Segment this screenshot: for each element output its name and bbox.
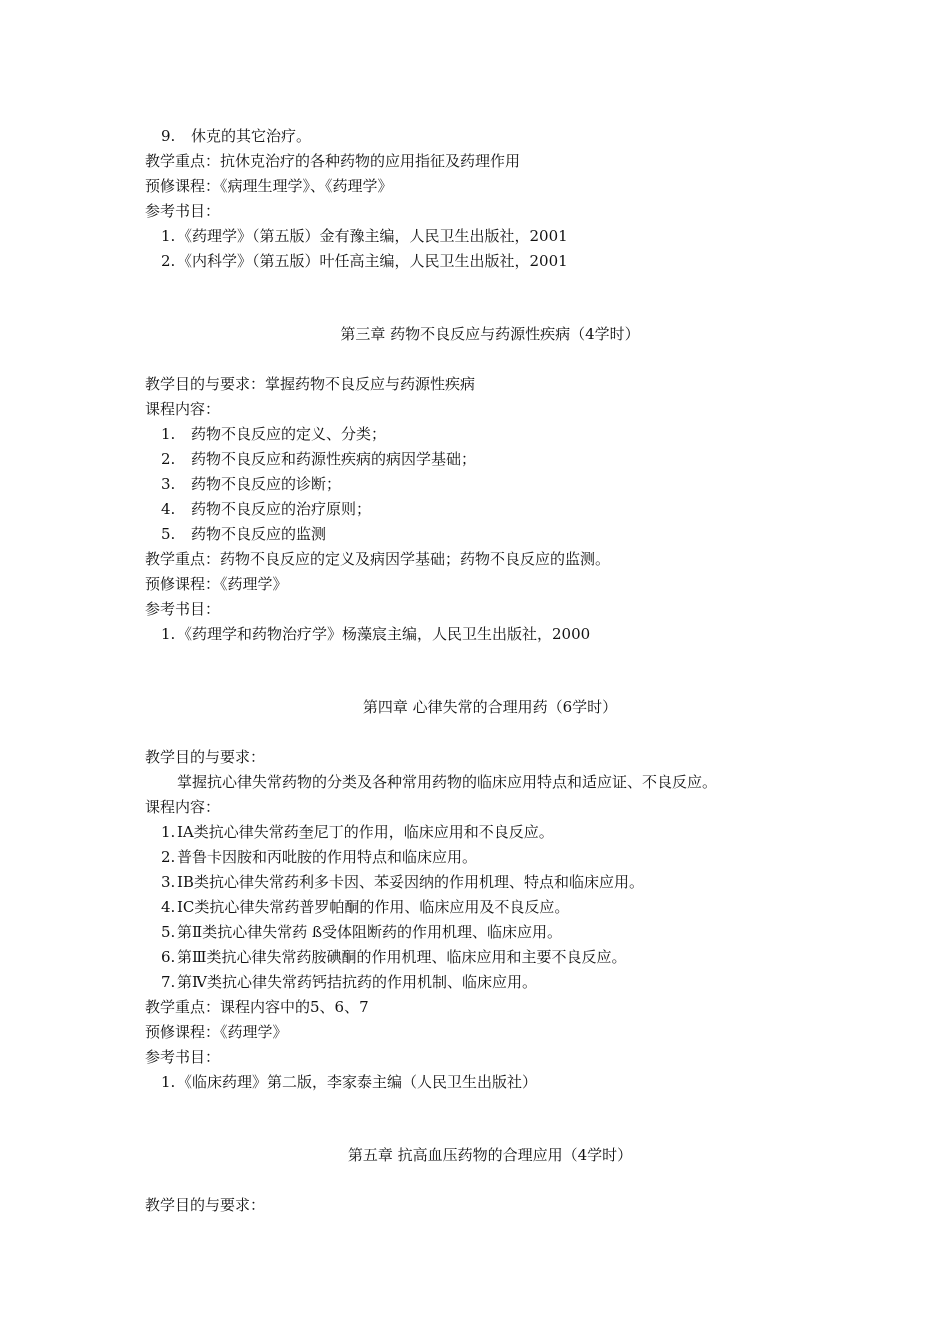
list-text: 《临床药理》第二版，李家泰主编（人民卫生出版社）	[177, 1073, 538, 1091]
list-number: 3.	[161, 475, 176, 493]
list-number: 1.	[161, 625, 176, 643]
list-text: 药物不良反应和药源性疾病的病因学基础；	[191, 450, 477, 468]
teaching-goal-label: 教学目的与要求：	[145, 1196, 266, 1214]
prerequisite-courses: 预修课程：《药理学》	[145, 1023, 288, 1041]
reference-item	[145, 622, 835, 647]
list-item	[145, 497, 835, 522]
reference-item	[145, 249, 835, 274]
list-number: 9.	[161, 127, 176, 145]
chapter-title: 第四章 心律失常的合理用药（6学时）	[362, 698, 618, 716]
list-item	[145, 970, 835, 995]
spacer	[145, 720, 835, 745]
spacer	[145, 274, 835, 322]
list-text: 休克的其它治疗。	[191, 127, 312, 145]
teaching-goal-text: 掌握抗心律失常药物的分类及各种常用药物的临床应用特点和适应证、不良反应。	[177, 773, 718, 791]
list-text: IB类抗心律失常药利多卡因、苯妥因纳的作用机理、特点和临床应用。	[177, 873, 644, 891]
teaching-focus: 教学重点：课程内容中的5、6、7	[145, 998, 369, 1016]
list-text: IA类抗心律失常药奎尼丁的作用，临床应用和不良反应。	[177, 823, 554, 841]
list-number: 2.	[161, 252, 176, 270]
list-number: 1.	[161, 227, 176, 245]
list-number: 2.	[161, 848, 176, 866]
list-number: 5.	[161, 525, 176, 543]
spacer	[145, 647, 835, 695]
references-label: 参考书目：	[145, 202, 221, 220]
list-number: 4.	[161, 898, 176, 916]
list-number: 2.	[161, 450, 176, 468]
spacer	[145, 1168, 835, 1193]
chapter-title: 第三章 药物不良反应与药源性疾病（4学时）	[340, 325, 640, 343]
list-item	[145, 522, 835, 547]
list-item	[145, 870, 835, 895]
references-label: 参考书目：	[145, 1048, 221, 1066]
list-number: 4.	[161, 500, 176, 518]
list-text: 第Ⅳ类抗心律失常药钙拮抗药的作用机制、临床应用。	[177, 973, 537, 991]
list-text: IC类抗心律失常药普罗帕酮的作用、临床应用及不良反应。	[177, 898, 570, 916]
teaching-goal-label: 教学目的与要求：	[145, 748, 266, 766]
list-number: 5.	[161, 923, 176, 941]
list-text: 普鲁卡因胺和丙吡胺的作用特点和临床应用。	[177, 848, 478, 866]
list-text: 药物不良反应的监测	[191, 525, 327, 543]
list-item	[145, 447, 835, 472]
list-text: 《药理学和药物治疗学》杨藻宸主编，人民卫生出版社，2000	[177, 625, 591, 643]
reference-item	[145, 1070, 835, 1095]
list-text: 第Ⅱ类抗心律失常药 ß受体阻断药的作用机理、临床应用。	[177, 923, 562, 941]
list-item	[145, 124, 835, 149]
prerequisite-courses: 预修课程：《药理学》	[145, 575, 288, 593]
teaching-goal: 教学目的与要求：掌握药物不良反应与药源性疾病	[145, 375, 476, 393]
list-text: 第Ⅲ类抗心律失常药胺碘酮的作用机理、临床应用和主要不良反应。	[177, 948, 627, 966]
list-number: 1.	[161, 1073, 176, 1091]
list-item	[145, 472, 835, 497]
prerequisite-courses: 预修课程：《病理生理学》、《药理学》	[145, 177, 393, 195]
teaching-focus: 教学重点：抗休克治疗的各种药物的应用指征及药理作用	[145, 152, 521, 170]
content-label: 课程内容：	[145, 798, 221, 816]
list-item	[145, 920, 835, 945]
list-number: 7.	[161, 973, 176, 991]
list-text: 《内科学》（第五版）叶任高主编，人民卫生出版社，2001	[177, 252, 568, 270]
document-body	[145, 124, 835, 1218]
list-item	[145, 845, 835, 870]
list-item	[145, 422, 835, 447]
list-text: 药物不良反应的定义、分类；	[191, 425, 387, 443]
list-number: 6.	[161, 948, 176, 966]
list-text: 《药理学》（第五版）金有豫主编，人民卫生出版社，2001	[177, 227, 568, 245]
reference-item	[145, 224, 835, 249]
list-item	[145, 820, 835, 845]
spacer	[145, 347, 835, 372]
list-item	[145, 895, 835, 920]
list-item	[145, 945, 835, 970]
list-text: 药物不良反应的治疗原则；	[191, 500, 372, 518]
content-label: 课程内容：	[145, 400, 221, 418]
list-number: 1.	[161, 425, 176, 443]
teaching-focus: 教学重点：药物不良反应的定义及病因学基础；药物不良反应的监测。	[145, 550, 611, 568]
chapter-title: 第五章 抗高血压药物的合理应用（4学时）	[347, 1146, 633, 1164]
spacer	[145, 1095, 835, 1143]
list-number: 3.	[161, 873, 176, 891]
list-text: 药物不良反应的诊断；	[191, 475, 342, 493]
list-number: 1.	[161, 823, 176, 841]
references-label: 参考书目：	[145, 600, 221, 618]
